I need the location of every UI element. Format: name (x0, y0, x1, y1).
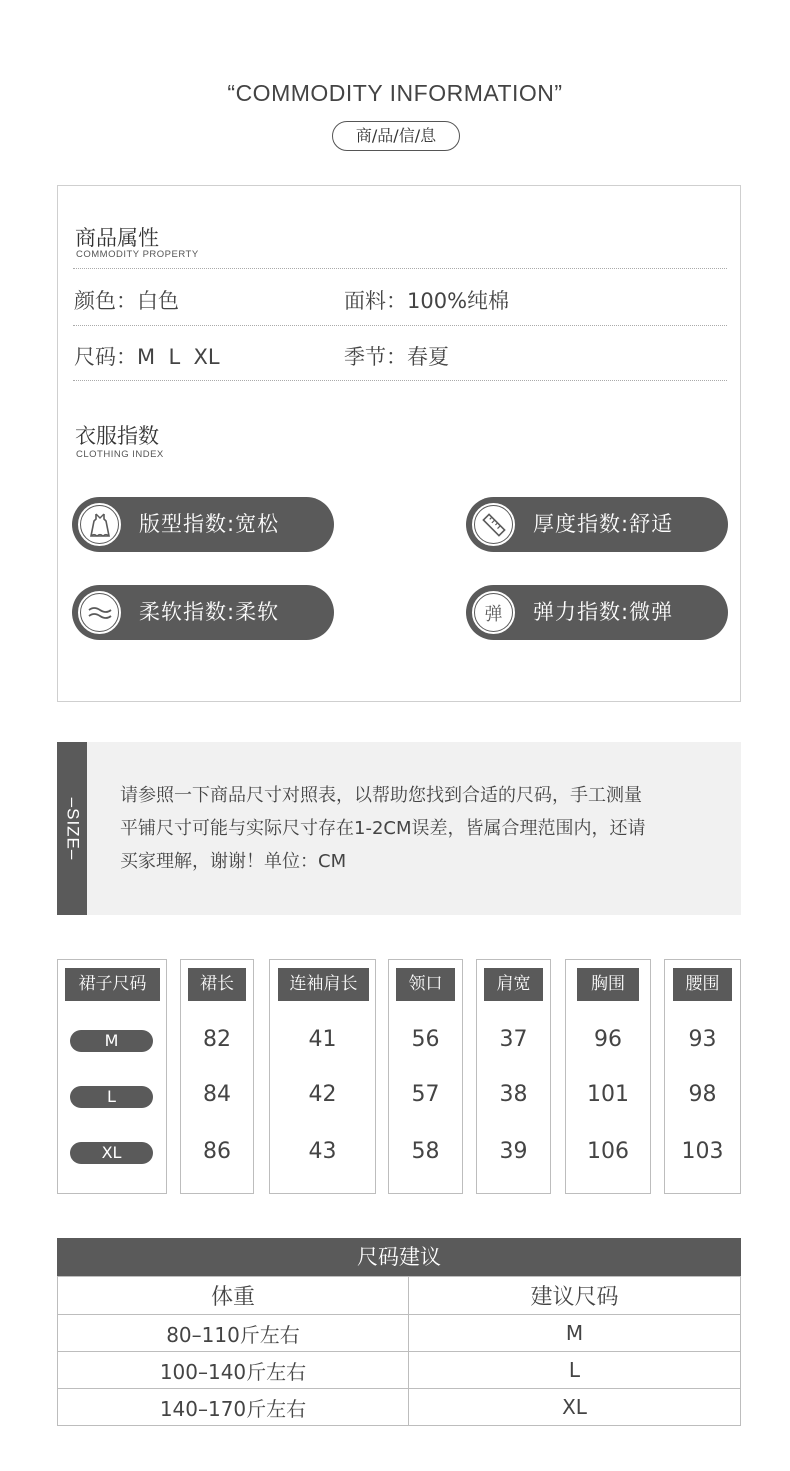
neckline-column (388, 959, 463, 1194)
page-title: “COMMODITY INFORMATION” (227, 80, 563, 106)
elasticity-index-label: 弹力指数:微弹 (533, 600, 674, 624)
clothing-index-subtitle: CLOTHING INDEX (76, 449, 164, 460)
weight-cell: 140–170斤左右 (58, 1389, 409, 1426)
elasticity-index-pill (466, 585, 728, 640)
size-note-line: 请参照一下商品尺寸对照表，以帮助您找到合适的尺码，手工测量 (120, 785, 642, 806)
table-cell: 58 (411, 1139, 440, 1164)
weight-cell: 100–140斤左右 (58, 1352, 409, 1389)
elastic-icon-text: 弹 (474, 593, 513, 632)
table-cell: 56 (411, 1027, 440, 1052)
table-cell: 103 (681, 1139, 724, 1164)
table-row (58, 1389, 741, 1426)
size-note-line: 平铺尺寸可能与实际尺寸存在1-2CM误差，皆属合理范围内，还请 (120, 818, 646, 839)
table-cell: 98 (688, 1082, 717, 1107)
fit-index-label: 版型指数:宽松 (139, 512, 280, 536)
table-cell: 43 (308, 1139, 337, 1164)
property-title: 商品属性 (75, 226, 159, 250)
softness-index-label: 柔软指数:柔软 (139, 600, 280, 624)
table-cell: 38 (499, 1082, 528, 1107)
table-header-row (58, 1277, 741, 1315)
size-cell: XL (409, 1389, 741, 1426)
table-cell: 106 (587, 1139, 629, 1164)
table-cell: 96 (594, 1027, 622, 1052)
bust-column (565, 959, 651, 1194)
divider (73, 380, 727, 381)
table-cell: 57 (411, 1082, 440, 1107)
property-color: 颜色：白色 (74, 289, 179, 313)
length-column (180, 959, 254, 1194)
size-note-line: 买家理解，谢谢！单位：CM (120, 851, 347, 872)
divider (73, 268, 727, 269)
recommendation-title: 尺码建议 (57, 1238, 741, 1276)
table-row (58, 1352, 741, 1389)
table-cell: 93 (688, 1027, 717, 1052)
size-column (57, 959, 167, 1194)
column-header: 领口 (396, 968, 455, 1001)
dress-icon (76, 501, 123, 548)
table-cell: 37 (499, 1027, 528, 1052)
size-pill-l: L (70, 1086, 153, 1108)
thickness-index-label: 厚度指数:舒适 (533, 512, 674, 536)
size-pill-m: M (70, 1030, 153, 1052)
table-cell: 82 (203, 1027, 231, 1052)
table-cell: 84 (203, 1082, 231, 1107)
column-header: 胸围 (577, 968, 639, 1001)
table-cell: 42 (308, 1082, 337, 1107)
recommendation-table (57, 1276, 741, 1426)
property-subtitle: COMMODITY PROPERTY (76, 249, 199, 260)
thickness-index-pill (466, 497, 728, 552)
size-pill-xl: XL (70, 1142, 153, 1164)
property-sizes: 尺码：M L XL (74, 345, 220, 369)
table-cell: 39 (499, 1139, 528, 1164)
waist-column (664, 959, 741, 1194)
wave-icon (76, 589, 123, 636)
sleeve-shoulder-column (269, 959, 376, 1194)
divider (73, 325, 727, 326)
fit-index-pill (72, 497, 334, 552)
weight-cell: 80–110斤左右 (58, 1315, 409, 1352)
header-weight: 体重 (58, 1277, 409, 1315)
size-cell: M (409, 1315, 741, 1352)
shoulder-width-column (476, 959, 551, 1194)
table-cell: 41 (308, 1027, 337, 1052)
size-cell: L (409, 1352, 741, 1389)
size-side-label: –SIZE– (63, 797, 83, 860)
softness-index-pill (72, 585, 334, 640)
column-header: 连袖肩长 (278, 968, 369, 1001)
table-row (58, 1315, 741, 1352)
elastic-icon (470, 589, 517, 636)
page-subtitle: 商/品/信/息 (332, 121, 460, 151)
property-fabric: 面料：100%纯棉 (344, 289, 510, 313)
column-header: 肩宽 (484, 968, 543, 1001)
clothing-index-title: 衣服指数 (75, 424, 159, 448)
property-season: 季节：春夏 (344, 345, 449, 369)
size-recommendation (57, 1238, 741, 1426)
column-header: 裙长 (188, 968, 246, 1001)
column-header: 裙子尺码 (65, 968, 160, 1001)
table-cell: 101 (587, 1082, 629, 1107)
header-size: 建议尺码 (409, 1277, 741, 1315)
column-header: 腰围 (673, 968, 732, 1001)
ruler-icon (470, 501, 517, 548)
table-cell: 86 (203, 1139, 231, 1164)
